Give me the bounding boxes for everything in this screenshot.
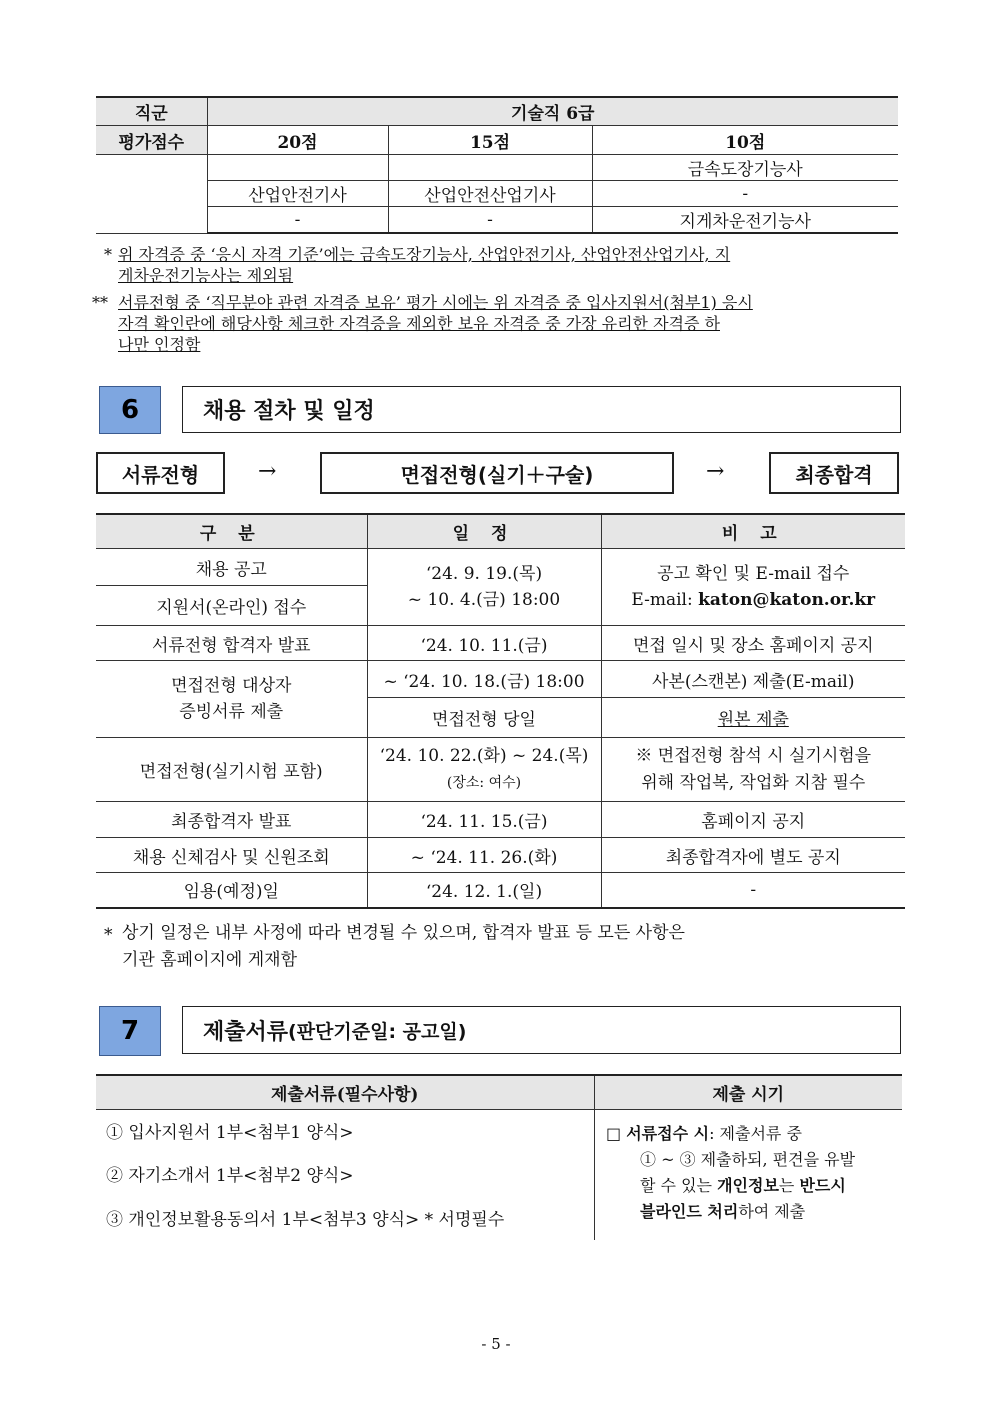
timing-line4: [606, 1199, 896, 1225]
section-6-title: 채용 절차 및 일정: [182, 386, 901, 433]
row-label: [96, 661, 367, 738]
table-cell: 산업안전산업기사: [388, 181, 592, 207]
timing-line3: [606, 1173, 896, 1199]
remark-cell: [601, 738, 905, 802]
schedule-cell: ‘24. 11. 15.(금): [367, 802, 601, 838]
col-header-schedule: 일 정: [367, 514, 601, 549]
schedule-note-mark: *: [104, 925, 113, 945]
remark-cell: 원본 제출: [601, 698, 905, 738]
table-cell: 금속도장기능사: [592, 155, 898, 181]
timing-bold: 서류접수 시: [626, 1124, 710, 1143]
job-group-value: 기술직 6급: [207, 97, 898, 126]
schedule-note-line2: 기관 홈페이지에 게재함: [122, 950, 298, 970]
remark-line: [602, 587, 906, 613]
timing-text: 는: [778, 1176, 800, 1195]
note-1-line1: 위 자격증 중 ‘응시 자격 기준’에는 금속도장기능사, 산업안전기사, 산업안전산업기사, 지: [118, 245, 731, 264]
timing-bold: 개인정보: [717, 1176, 779, 1195]
col-header-documents: 제출서류(필수사항): [96, 1075, 594, 1110]
schedule-cell: ‘24. 10. 11.(금): [367, 626, 601, 661]
remark-cell: [601, 549, 905, 626]
arrow-icon: →: [258, 459, 277, 484]
row-label: 임용(예정)일: [96, 873, 367, 908]
document-item-3: [106, 1205, 504, 1230]
row-label: 채용 공고: [96, 549, 367, 586]
schedule-cell: [367, 549, 601, 626]
note-2-line3: 나만 인정함: [118, 335, 201, 354]
table-cell: -: [388, 207, 592, 234]
timing-bold: 반드시: [799, 1176, 846, 1195]
row-label: 채용 신체검사 및 신원조회: [96, 838, 367, 873]
table-cell: -: [592, 181, 898, 207]
section-7-title-main: 제출서류: [203, 1019, 289, 1045]
schedule-cell: ‘24. 12. 1.(일): [367, 873, 601, 908]
table-cell: [207, 155, 388, 181]
remark-cell: -: [601, 873, 905, 908]
col-header-remarks: 비 고: [601, 514, 905, 549]
col-header-timing: 제출 시기: [594, 1075, 902, 1110]
arrow-icon: →: [706, 459, 725, 484]
document-item-2: ② 자기소개서 1부<첨부2 양식>: [106, 1166, 354, 1186]
schedule-cell: 면접전형 당일: [367, 698, 601, 738]
submission-timing-note: [606, 1121, 896, 1225]
signature-required: * 서명필수: [424, 1210, 505, 1230]
note-mark: **: [92, 293, 108, 312]
checkbox-icon: □: [606, 1124, 622, 1143]
score-col: 20점: [207, 126, 388, 155]
score-col: 10점: [592, 126, 898, 155]
qualification-table: [96, 96, 898, 234]
remark-line: 공고 확인 및 E-mail 접수: [657, 564, 850, 584]
remark-cell: 최종합격자에 별도 공지: [601, 838, 905, 873]
row-label: 면접전형(실기시험 포함): [96, 738, 367, 802]
table-cell: 지게차운전기능사: [592, 207, 898, 234]
email-prefix: E-mail:: [631, 590, 699, 610]
table-cell: [388, 155, 592, 181]
step-final-pass: 최종합격: [769, 452, 899, 494]
date-line: ‘24. 9. 19.(목): [425, 564, 543, 584]
note-1-line2: 게차운전기능사는 제외됨: [118, 266, 294, 285]
email-address: katon@katon.or.kr: [698, 590, 876, 610]
remark-line: 위해 작업복, 작업화 지참 필수: [641, 772, 866, 793]
timing-line2: ① ~ ③ 제출하되, 편견을 유발: [640, 1150, 856, 1169]
schedule-table: [96, 513, 905, 909]
date-line: ‘24. 10. 22.(화) ~ 24.(목): [379, 745, 589, 766]
location-line: (장소: 여수): [446, 774, 522, 791]
timing-text: 할 수 있는: [640, 1176, 718, 1195]
section-6-number: 6: [99, 386, 161, 434]
section-7-title-sub: (판단기준일: 공고일): [288, 1020, 467, 1043]
table-cell: -: [207, 207, 388, 234]
section-7-title: [182, 1006, 901, 1054]
page-number: - 5 -: [481, 1335, 511, 1353]
step-document-screening: 서류전형: [96, 452, 225, 494]
timing-text: 하여 제출: [738, 1202, 806, 1221]
note-mark: *: [104, 245, 112, 264]
empty-cell: [96, 155, 207, 234]
note-2-line1: 서류전형 중 ‘직무분야 관련 자격증 보유’ 평가 시에는 위 자격증 중 입사지원서(첨부1) 응시: [118, 293, 753, 312]
document-item-3-text: ③ 개인정보활용동의서 1부<첨부3 양식>: [106, 1210, 420, 1230]
remark-cell: 사본(스캔본) 제출(E-mail): [601, 661, 905, 698]
note-1: [118, 244, 900, 286]
step-interview: 면접전형(실기＋구술): [320, 452, 674, 494]
remark-cell: 면접 일시 및 장소 홈페이지 공지: [601, 626, 905, 661]
section-7-number: 7: [99, 1006, 161, 1056]
note-2-line2: 자격 확인란에 해당사항 체크한 자격증을 제외한 보유 자격증 중 가장 유리한 자격증 하: [118, 314, 720, 333]
row-label-line: 면접전형 대상자: [171, 676, 292, 696]
table-cell: 산업안전기사: [207, 181, 388, 207]
row-label: 최종합격자 발표: [96, 802, 367, 838]
remark-line: ※ 면접전형 참석 시 실기시험을: [635, 745, 872, 766]
schedule-cell: ~ ‘24. 10. 18.(금) 18:00: [367, 661, 601, 698]
row-label: 서류전형 합격자 발표: [96, 626, 367, 661]
col-header-category: 구 분: [96, 514, 367, 549]
score-col: 15점: [388, 126, 592, 155]
remark-cell: 홈페이지 공지: [601, 802, 905, 838]
note-2: [118, 292, 900, 355]
job-group-label: 직군: [96, 97, 207, 126]
schedule-note: [122, 920, 882, 974]
schedule-cell: ~ ‘24. 11. 26.(화): [367, 838, 601, 873]
schedule-note-line1: 상기 일정은 내부 사정에 따라 변경될 수 있으며, 합격자 발표 등 모든 사항은: [122, 923, 685, 943]
schedule-cell: [367, 738, 601, 802]
timing-text: : 제출서류 중: [709, 1124, 802, 1143]
row-label: 지원서(온라인) 접수: [96, 586, 367, 626]
row-label-line: 증빙서류 제출: [179, 702, 284, 722]
score-label: 평가점수: [96, 126, 207, 155]
date-line: ~ 10. 4.(금) 18:00: [407, 590, 561, 610]
timing-bold: 블라인드 처리: [640, 1202, 739, 1221]
document-item-1: ① 입사지원서 1부<첨부1 양식>: [106, 1123, 354, 1143]
